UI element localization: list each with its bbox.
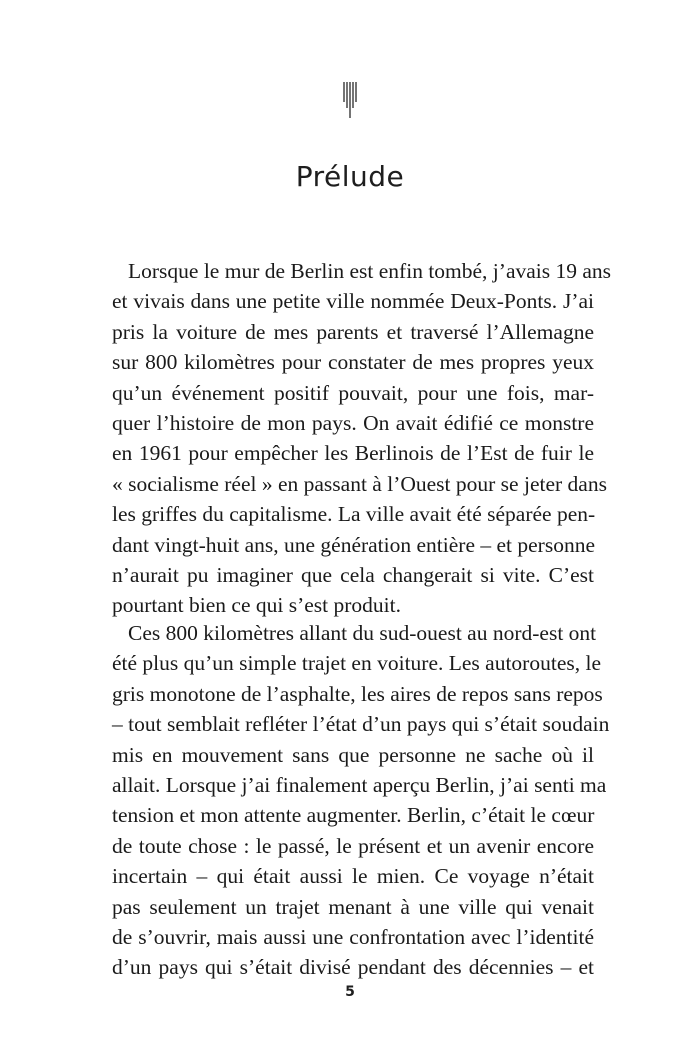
text-line: quer l’histoire de mon pays. On avait édifié ce monstre [112,410,594,435]
text-line: Lorsque le mur de Berlin est enfin tombé, j’avais 19 ans [128,259,612,283]
text-line: pris la voiture de mes parents et traversé l’Allemagne [112,319,594,344]
text-line: – tout semblait refléter l’état d’un pays qui s’était soudain [112,712,610,737]
paragraph-2 [112,618,610,983]
text-line: qu’un événement positif pouvait, pour une fois, mar- [112,380,594,405]
text-line: été plus qu’un simple trajet en voiture. Les autoroutes, le [112,651,601,676]
text-line: d’un pays qui s’était divisé pendant des décennies – et [112,955,594,980]
text-line: « socialisme réel » en passant à l’Ouest pour se jeter dans [112,471,607,496]
text-line: sur 800 kilomètres pour constater de mes propres yeux [112,350,594,375]
chapter-title: Prélude [295,160,405,193]
text-line: Ces 800 kilomètres allant du sud-ouest au nord-est ont [128,621,597,645]
text-line: allait. Lorsque j’ai finalement aperçu Berlin, j’ai senti ma [112,772,607,797]
text-line: mis en mouvement sans que personne ne sache où il [112,742,594,767]
text-line: incertain – qui était aussi le mien. Ce voyage n’était [112,864,594,889]
text-line: de s’ouvrir, mais aussi une confrontation avec l’identité [112,924,594,949]
text-line: dant vingt-huit ans, une génération entière – et personne [112,532,595,557]
text-line: de toute chose : le passé, le présent et un avenir encore [112,833,594,858]
text-line: n’aurait pu imaginer que cela changerait si vite. C’est [112,562,594,587]
text-line: en 1961 pour empêcher les Berlinois de l’Est de fuir le [112,441,594,466]
text-line: pas seulement un trajet menant à une ville qui venait [112,894,594,919]
vertical-lines-ornament-icon [342,82,358,118]
paragraph-1 [112,256,612,621]
text-line: les griffes du capitalisme. La ville avait été séparée pen- [112,502,596,527]
text-line: pourtant bien ce qui s’est produit. [112,593,401,618]
text-line: et vivais dans une petite ville nommée Deux-Ponts. J’ai [112,289,594,314]
text-line: tension et mon attente augmenter. Berlin, c’était le cœur [112,803,595,828]
text-line: gris monotone de l’asphalte, les aires de repos sans repos [112,681,603,706]
page-number: 5 [345,984,355,1000]
